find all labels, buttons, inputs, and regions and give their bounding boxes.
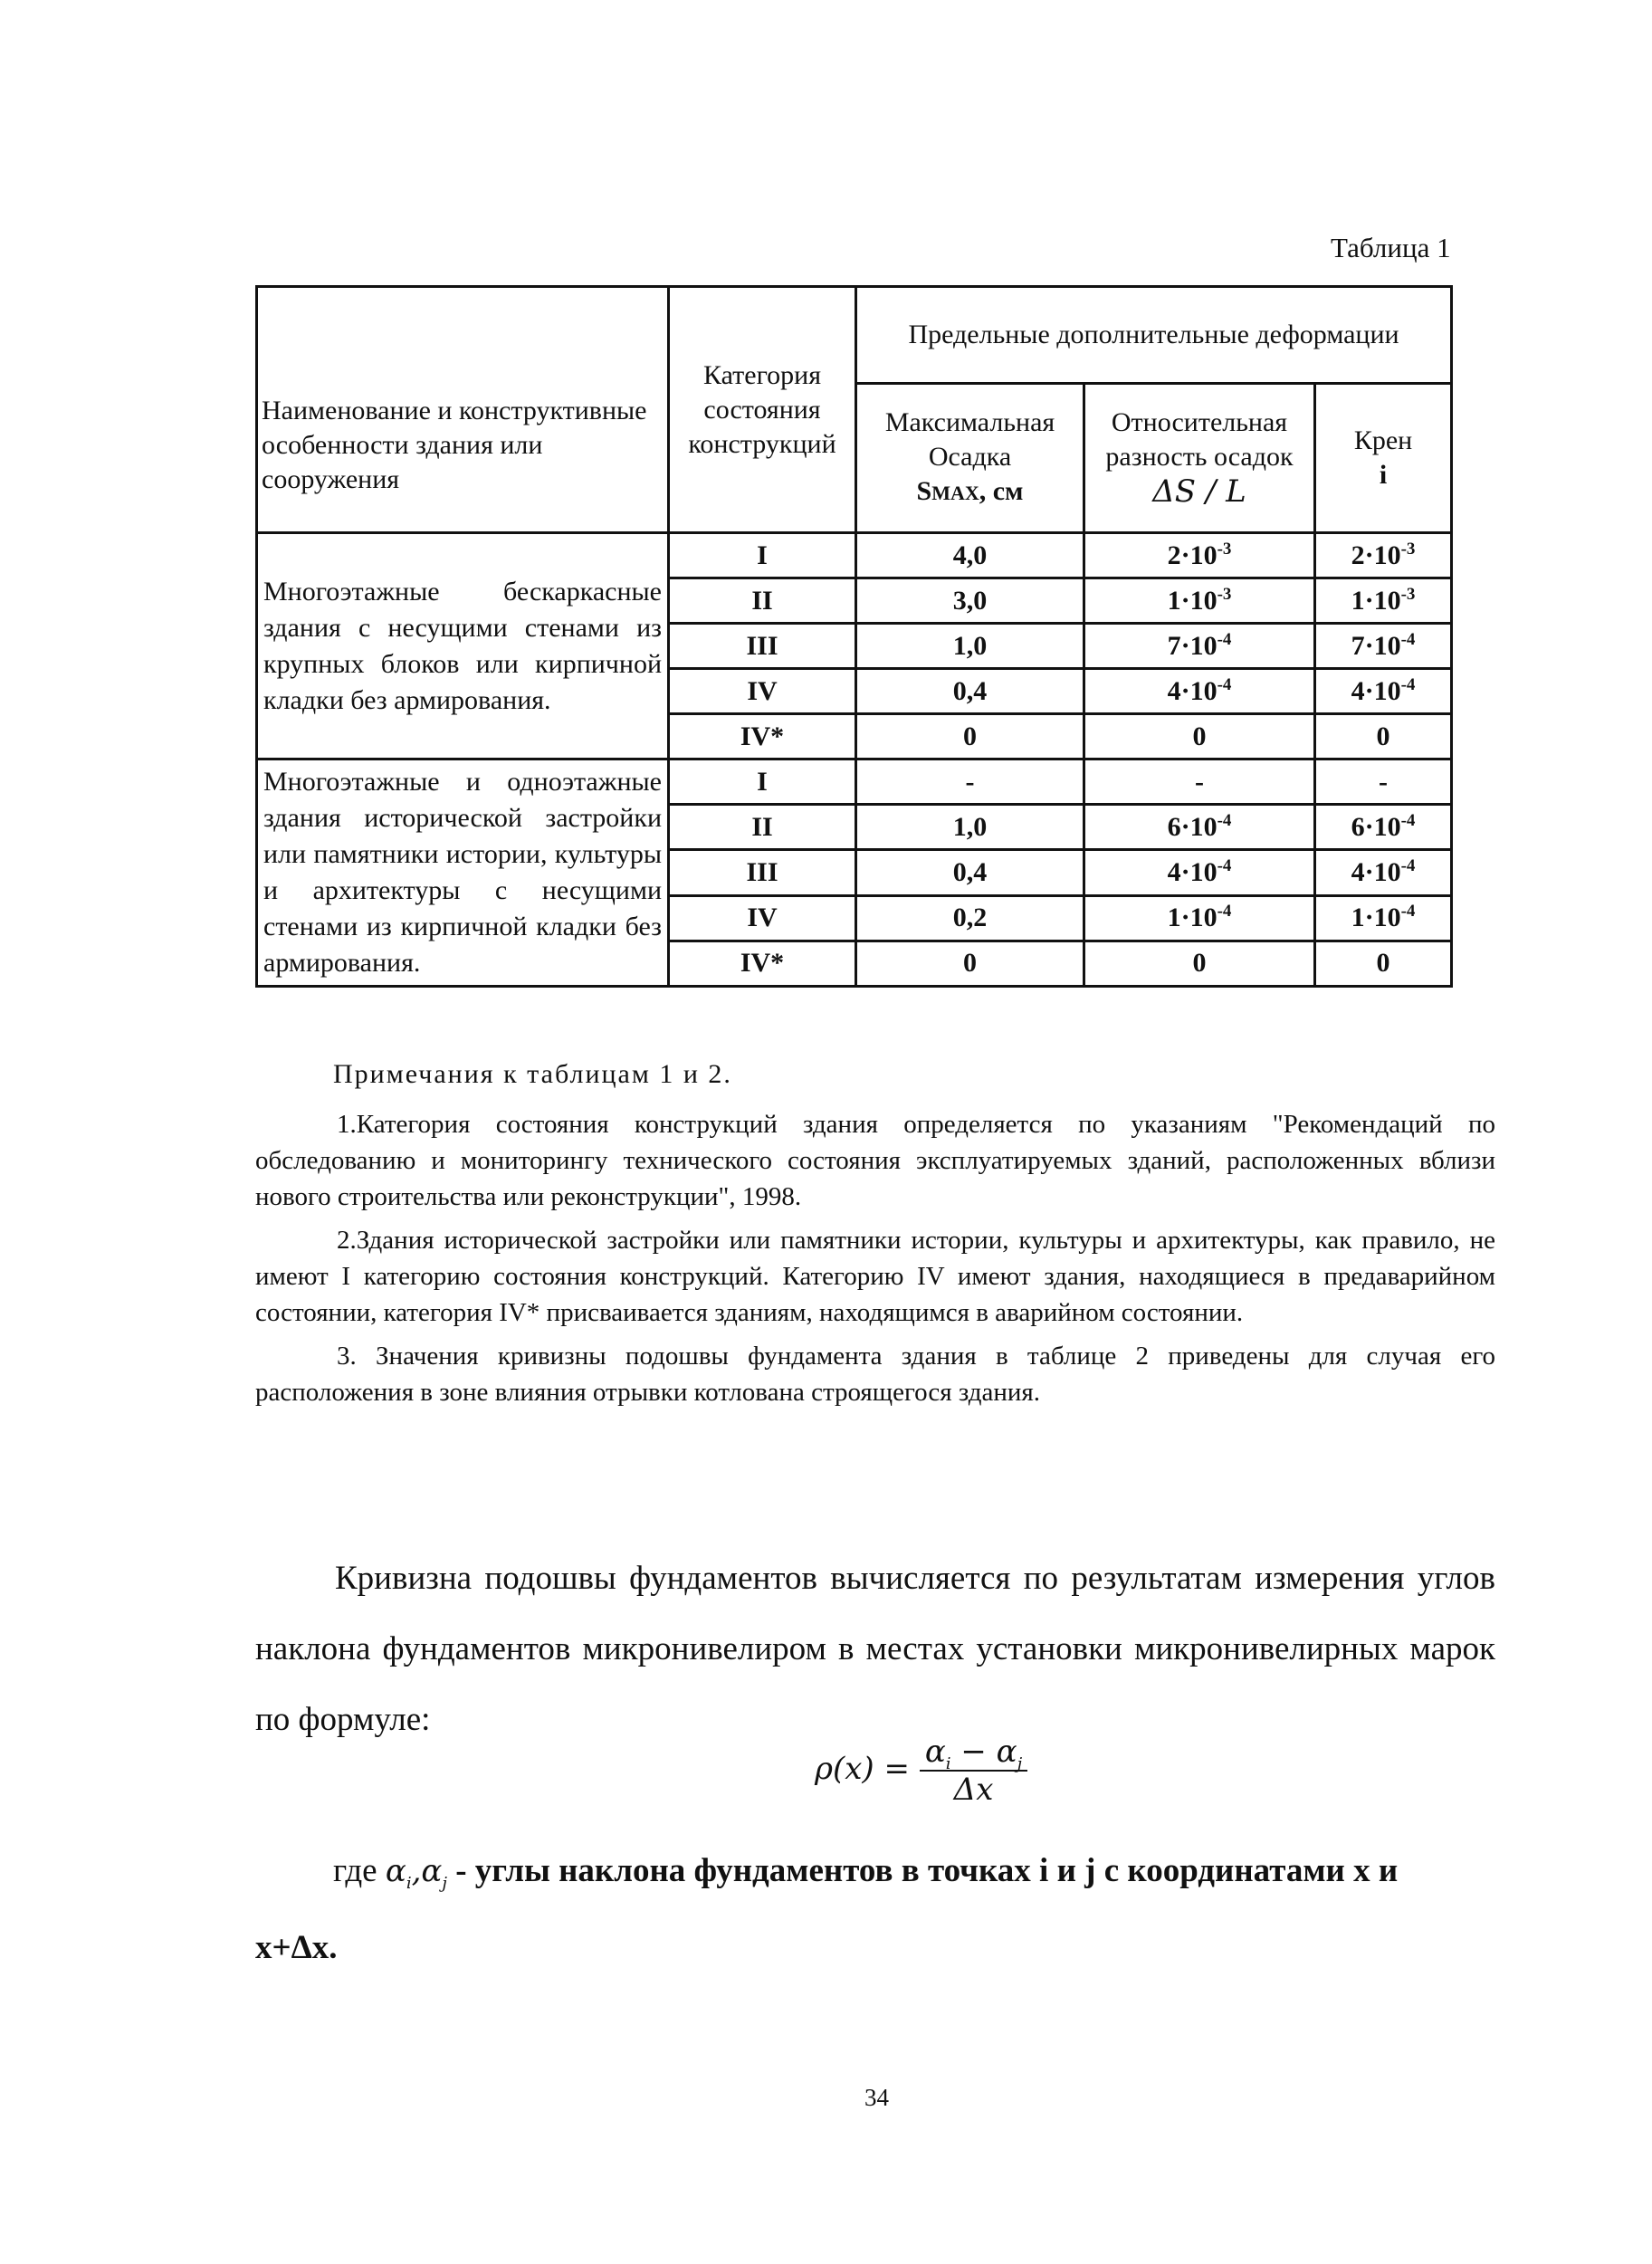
header-diff: [1084, 384, 1315, 533]
diff-cell: $1\cdot 10^{-3}$: [1084, 578, 1315, 624]
note-item: 1.Категория состояния конструкций здания определяется по указаниям "Рекомендаций по обследованию и мониторингу технического состояния эксплуатируемых зданий, расположенных вблизи нового строительства или реконструкции", 1998.: [255, 1110, 1495, 1211]
tilt-cell: $6\cdot 10^{-4}$: [1315, 805, 1452, 850]
where-line-2: x+Δx.: [255, 1929, 338, 1966]
category-cell: IV*: [669, 941, 856, 986]
settlement-cell: 3,0: [856, 578, 1084, 624]
category-cell: III: [669, 850, 856, 895]
tilt-cell: -: [1315, 759, 1452, 805]
table-label: Таблица 1: [1331, 232, 1451, 263]
header-diff-label: Относительная разность осадок: [1105, 407, 1294, 472]
header-settlement-unit: , см: [979, 476, 1024, 506]
settlement-cell: -: [856, 759, 1084, 805]
note-item: 3. Значения кривизны подошвы фундамента здания в таблице 2 приведены для случая его расположения в зоне влияния отрывки котлована строящегося здания.: [255, 1342, 1495, 1407]
diff-cell: $7\cdot 10^{-4}$: [1084, 624, 1315, 669]
tilt-cell: $4\cdot 10^{-4}$: [1315, 850, 1452, 895]
page-number: 34: [864, 2084, 889, 2111]
diff-cell: 0: [1084, 941, 1315, 986]
tilt-cell: 0: [1315, 941, 1452, 986]
header-settlement: [856, 384, 1084, 533]
building-description: Многоэтажные и одноэтажные здания исторической застройки или памятники истории, культуры и архитектуры с несущими стенами из кирпичной кладки без армирования.: [257, 759, 669, 987]
formula-numerator: $\alpha_i - \alpha_j$: [920, 1734, 1027, 1772]
diff-cell: 0: [1084, 714, 1315, 759]
category-cell: I: [669, 759, 856, 805]
category-cell: II: [669, 805, 856, 850]
diff-cell: $1\cdot 10^{-4}$: [1084, 895, 1315, 941]
tilt-cell: 0: [1315, 714, 1452, 759]
settlement-cell: 1,0: [856, 624, 1084, 669]
header-name: Наименование и конструктивные особенности здания или сооружения: [257, 287, 669, 533]
diff-cell: -: [1084, 759, 1315, 805]
header-settlement-symbol: S: [916, 476, 932, 506]
notes-title: Примечания к таблицам 1 и 2.: [333, 1059, 732, 1089]
note-item: 2.Здания исторической застройки или памятники истории, культуры и архитектуры, как правило, не имеют I категорию состояния конструкций. Категорию IV имеют здания, находящиеся в предаварийном состоянии, категория IV* присваивается зданиям, находящимся в аварийном состоянии.: [255, 1226, 1495, 1327]
header-tilt-symbol: i: [1379, 460, 1388, 490]
table-row: [257, 533, 1452, 578]
where-prefix: где: [333, 1852, 377, 1889]
settlement-cell: 4,0: [856, 533, 1084, 578]
header-tilt-label: Крен: [1353, 425, 1413, 455]
diff-cell: $2\cdot 10^{-3}$: [1084, 533, 1315, 578]
formula-lhs: ρ(x) =: [815, 1751, 910, 1787]
header-settlement-sub: MAX: [931, 482, 979, 504]
where-line: [333, 1851, 1399, 1893]
curvature-formula: [815, 1734, 1027, 1808]
settlement-cell: 0,2: [856, 895, 1084, 941]
where-symbols: $\alpha_i,\alpha_j$: [385, 1853, 447, 1893]
diff-cell: $6\cdot 10^{-4}$: [1084, 805, 1315, 850]
category-cell: II: [669, 578, 856, 624]
category-cell: I: [669, 533, 856, 578]
header-category: Категория состояния конструкций: [669, 287, 856, 533]
category-cell: IV: [669, 895, 856, 941]
tilt-cell: $1\cdot 10^{-3}$: [1315, 578, 1452, 624]
formula-fraction: [920, 1734, 1027, 1808]
table-row: [257, 759, 1452, 805]
settlement-cell: 0: [856, 941, 1084, 986]
settlement-cell: 1,0: [856, 805, 1084, 850]
body-paragraph: Кривизна подошвы фундаментов вычисляется по результатам измерения углов наклона фундаментов микронивелиром в местах установки микронивелирных марок по формуле:: [255, 1560, 1495, 1738]
diff-cell: $4\cdot 10^{-4}$: [1084, 850, 1315, 895]
deformation-table: [255, 285, 1453, 988]
settlement-cell: 0,4: [856, 850, 1084, 895]
building-description: Многоэтажные бескаркасные здания с несущими стенами из крупных блоков или кирпичной кладки без армирования.: [257, 533, 669, 759]
category-cell: IV*: [669, 714, 856, 759]
formula-denominator: Δx: [953, 1772, 994, 1808]
header-diff-formula: ΔS / L: [1152, 473, 1246, 510]
settlement-cell: 0,4: [856, 669, 1084, 714]
diff-cell: $4\cdot 10^{-4}$: [1084, 669, 1315, 714]
tilt-cell: $4\cdot 10^{-4}$: [1315, 669, 1452, 714]
header-settlement-label: Максимальная Осадка: [884, 407, 1055, 472]
where-text: - углы наклона фундаментов в точках i и j с координатами x и: [455, 1852, 1399, 1889]
tilt-cell: $2\cdot 10^{-3}$: [1315, 533, 1452, 578]
header-limits: Предельные дополнительные деформации: [856, 287, 1452, 384]
category-cell: IV: [669, 669, 856, 714]
tilt-cell: $1\cdot 10^{-4}$: [1315, 895, 1452, 941]
tilt-cell: $7\cdot 10^{-4}$: [1315, 624, 1452, 669]
settlement-cell: 0: [856, 714, 1084, 759]
category-cell: III: [669, 624, 856, 669]
header-tilt: [1315, 384, 1452, 533]
notes-list: [255, 1106, 1495, 1418]
